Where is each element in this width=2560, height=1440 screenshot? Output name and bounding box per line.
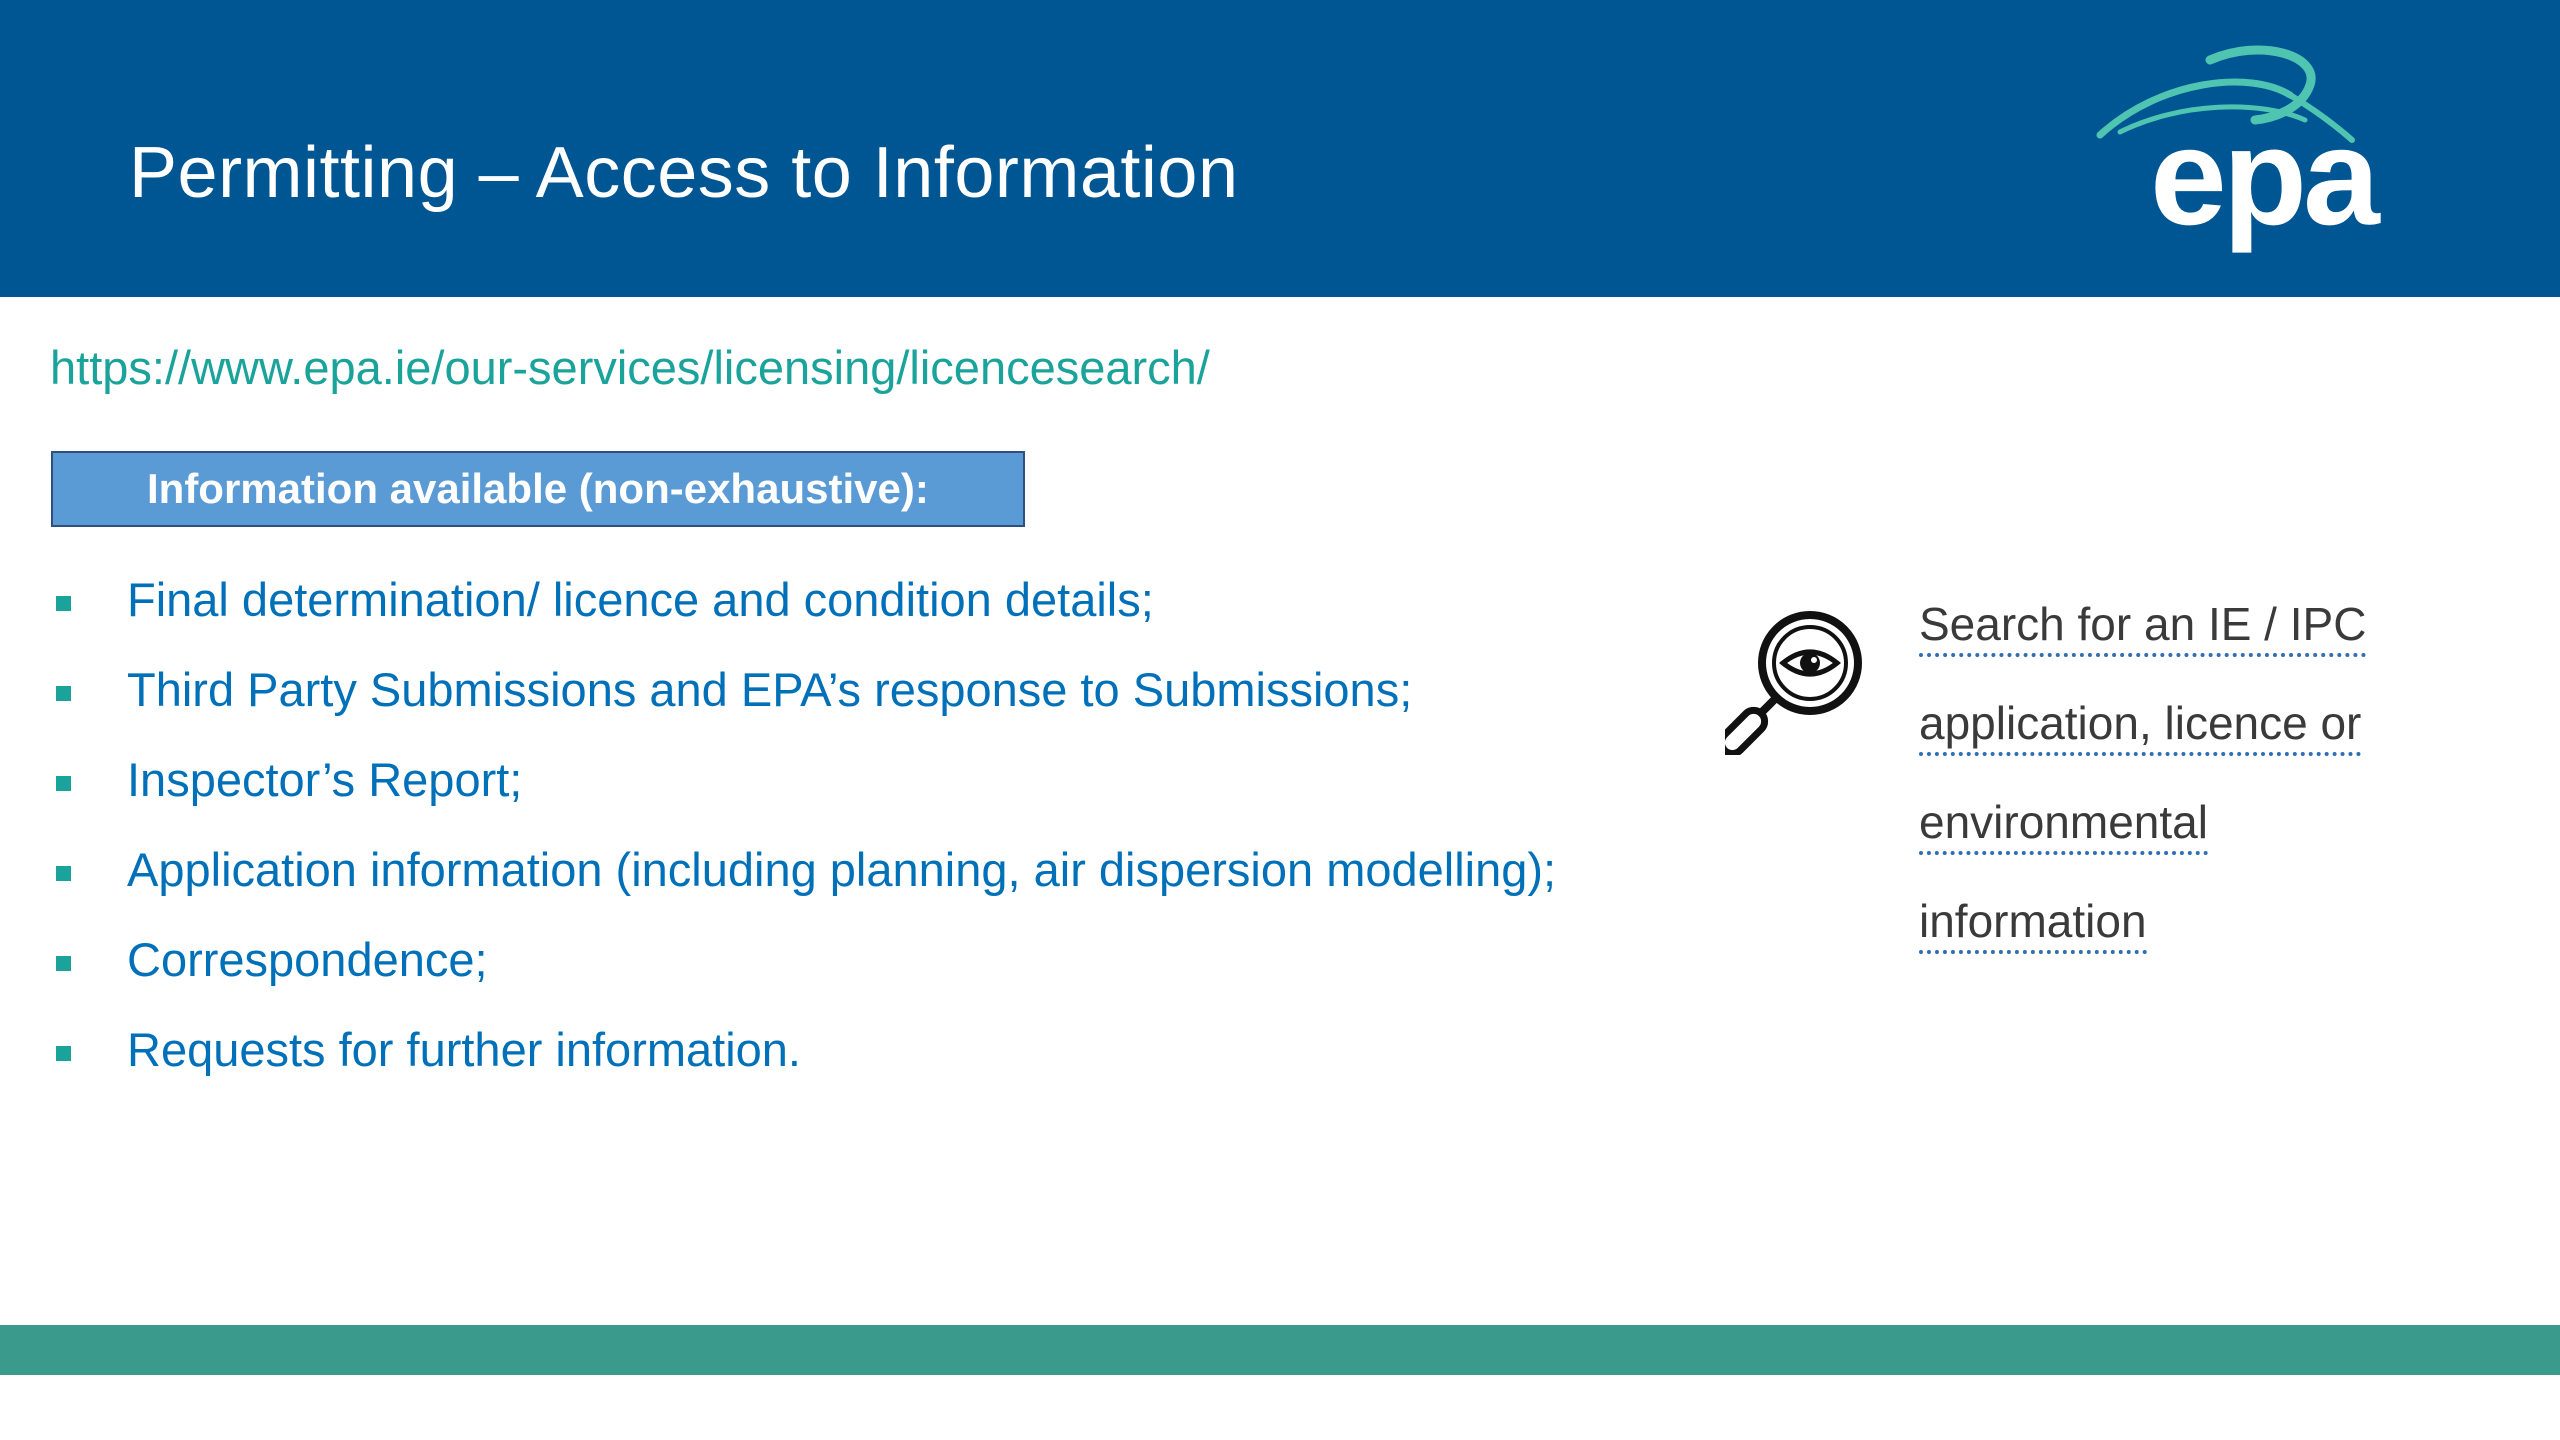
square-bullet-icon — [56, 686, 71, 701]
licence-search-url-link[interactable]: https://www.epa.ie/our-services/licensing/licencesearch/ — [50, 341, 1210, 394]
footer-band — [0, 1325, 2560, 1375]
search-link-line[interactable]: Search for an IE / IPC — [1919, 595, 2366, 657]
bullet-text: Application information (including planning, air dispersion modelling); — [127, 843, 1557, 896]
bullet-text: Third Party Submissions and EPA’s response to Submissions; — [127, 663, 1413, 716]
logo-text: epa — [2150, 100, 2376, 254]
info-available-box — [51, 451, 1025, 527]
search-panel — [1725, 595, 2445, 995]
square-bullet-icon — [56, 1046, 71, 1061]
bullet-text: Final determination/ licence and condition details; — [127, 573, 1154, 626]
square-bullet-icon — [56, 776, 71, 791]
epa-logo — [2090, 40, 2450, 270]
square-bullet-icon — [56, 596, 71, 611]
search-link-line[interactable]: information — [1919, 892, 2147, 954]
square-bullet-icon — [56, 866, 71, 881]
magnifier-eye-icon — [1725, 605, 1870, 755]
bullet-text: Correspondence; — [127, 933, 488, 986]
search-link-line[interactable]: environmental — [1919, 793, 2208, 855]
search-link-line[interactable]: application, licence or — [1919, 694, 2361, 756]
search-link-block — [1919, 595, 2366, 991]
header-band — [0, 0, 2560, 297]
bullet-text: Inspector’s Report; — [127, 753, 523, 806]
square-bullet-icon — [56, 956, 71, 971]
slide-title: Permitting – Access to Information — [129, 133, 1239, 213]
bullet-text: Requests for further information. — [127, 1023, 801, 1076]
info-box-label: Information available (non-exhaustive): — [147, 465, 929, 512]
